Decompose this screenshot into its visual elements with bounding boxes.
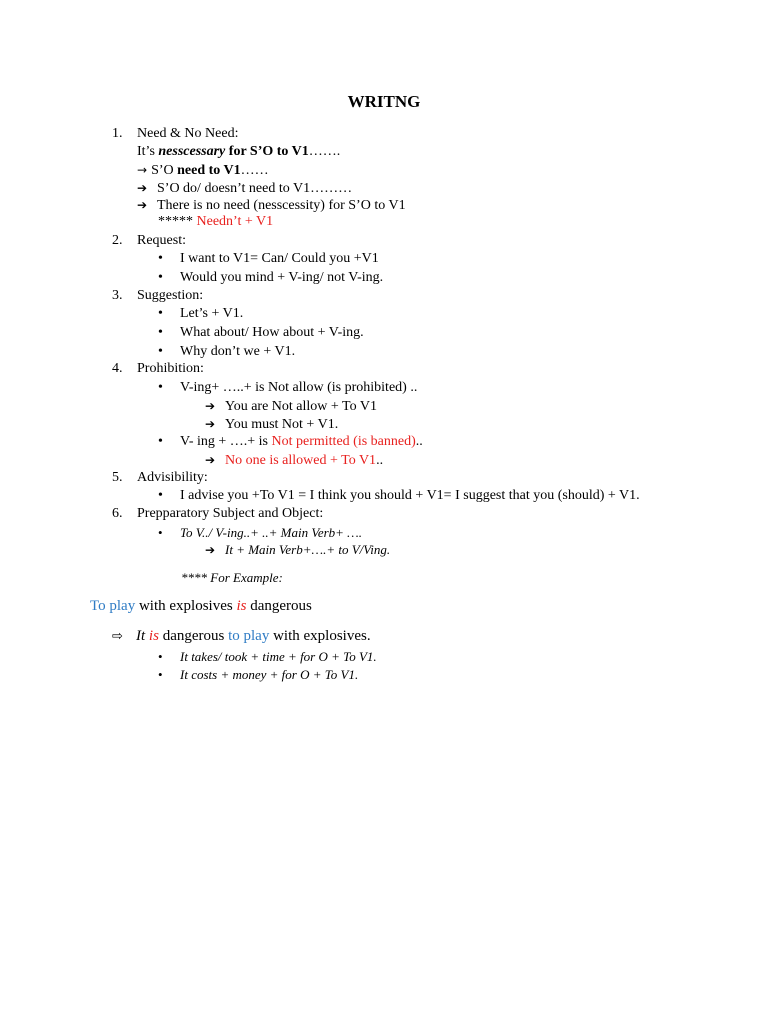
text: S’O do/ doesn’t need to V1……… (157, 181, 353, 196)
text: .. (415, 434, 423, 449)
text: dangerous (158, 628, 229, 644)
list-item (158, 379, 417, 397)
arrow-item (205, 415, 338, 434)
arrow-icon: ➔ (205, 543, 216, 557)
arrow-item (205, 451, 383, 470)
text: I advise you +To V1 = I think you should + V1= I suggest that you (should) + V1. (180, 488, 640, 503)
example-sentence (90, 597, 312, 615)
text-red-italic: is (148, 628, 159, 644)
bullet-icon: • (158, 649, 163, 664)
text-red: Not permitted (is banned) (271, 434, 416, 449)
text-bold: for S’O to V1 (225, 144, 309, 159)
arrow-item (205, 397, 377, 416)
section-preparatory (112, 505, 323, 523)
section-heading: Need & No Need: (137, 126, 239, 141)
text: There is no need (nesscessity) for S’O to V1 (157, 198, 406, 213)
text: Let’s + V1. (180, 306, 244, 321)
section-heading: Request: (137, 233, 186, 248)
section-number: 4. (112, 361, 123, 376)
text: V- ing + ….+ is (180, 434, 272, 449)
arrow-icon: ➔ (205, 453, 216, 467)
text: ……. (308, 144, 341, 159)
section-heading: Suggestion: (137, 288, 204, 303)
text: dangerous (246, 598, 312, 614)
list-item (158, 250, 379, 268)
bullet-icon: • (158, 434, 163, 449)
bullet-icon: • (158, 667, 163, 682)
bullet-icon: • (158, 270, 163, 285)
bullet-icon: • (158, 306, 163, 321)
text: Would you mind + V-ing/ not V-ing. (180, 270, 384, 285)
arrow-icon: ➔ (137, 181, 148, 195)
list-item (158, 343, 295, 361)
list-item (158, 648, 377, 666)
small-arrow-icon: → (137, 163, 148, 177)
text: with explosives (135, 598, 237, 614)
arrow-icon: ➔ (205, 417, 216, 431)
section-number: 6. (112, 506, 123, 521)
section-request (112, 232, 186, 250)
text-italic: It costs + money + for O + To V1. (180, 667, 359, 682)
text-italic: To V../ V-ing..+ ..+ Main Verb+ …. (180, 525, 362, 540)
need-line-1 (137, 143, 340, 161)
text: S’O (151, 163, 178, 178)
arrow-item (205, 541, 390, 559)
list-item (158, 324, 364, 342)
text-blue: To play (90, 598, 136, 614)
bullet-icon: • (158, 525, 163, 540)
list-item (158, 487, 640, 505)
section-heading: Advisibility: (137, 470, 208, 485)
text: Why don’t we + V1. (180, 344, 296, 359)
section-suggestion (112, 287, 203, 305)
bullet-icon: • (158, 488, 163, 503)
outline-arrow-icon: ⇨ (112, 629, 123, 644)
arrow-icon: ➔ (205, 399, 216, 413)
bullet-icon: • (158, 251, 163, 266)
text: I want to V1= Can/ Could you +V1 (180, 251, 379, 266)
example-label: **** For Example: (181, 570, 283, 585)
section-advisibility (112, 469, 208, 487)
bullet-icon: • (158, 380, 163, 395)
text: V-ing+ …..+ is Not allow (is prohibited) .. (180, 380, 418, 395)
section-prohibition (112, 360, 204, 378)
need-line-5 (158, 213, 273, 231)
list-item (158, 269, 383, 287)
section-number: 3. (112, 288, 123, 303)
text-red: Needn’t + V1 (196, 214, 274, 229)
text: …… (240, 163, 269, 178)
bullet-icon: • (158, 344, 163, 359)
arrow-icon: ➔ (137, 198, 148, 212)
text-bold-italic: nesscessary (158, 144, 226, 159)
section-number: 2. (112, 233, 123, 248)
text-red-italic: is (236, 598, 247, 614)
text: You must Not + V1. (225, 417, 339, 432)
section-heading: Prepparatory Subject and Object: (137, 506, 324, 521)
text-bold: need to V1 (177, 163, 241, 178)
need-line-2 (137, 161, 269, 180)
section-heading: Prohibition: (137, 361, 204, 376)
text-blue: to play (228, 628, 270, 644)
section-number: 1. (112, 126, 123, 141)
page-title: WRITNG (347, 92, 421, 111)
list-item (158, 666, 358, 684)
text-italic: It (136, 628, 149, 644)
text-italic: It + Main Verb+….+ to V/Ving. (225, 542, 391, 557)
list-item (158, 305, 243, 323)
bullet-icon: • (158, 325, 163, 340)
example-rewrite (112, 627, 371, 646)
section-number: 5. (112, 470, 123, 485)
list-item (158, 524, 362, 542)
text: What about/ How about + V-ing. (180, 325, 364, 340)
text-italic: It takes/ took + time + for O + To V1. (180, 649, 377, 664)
text: .. (376, 453, 384, 468)
list-item (158, 433, 423, 451)
text-red: No one is allowed + To V1 (225, 453, 377, 468)
text: You are Not allow + To V1 (225, 399, 377, 414)
text: with explosives. (269, 628, 371, 644)
text: It’s (137, 144, 159, 159)
section-need (112, 125, 238, 143)
text: ***** (158, 214, 197, 229)
